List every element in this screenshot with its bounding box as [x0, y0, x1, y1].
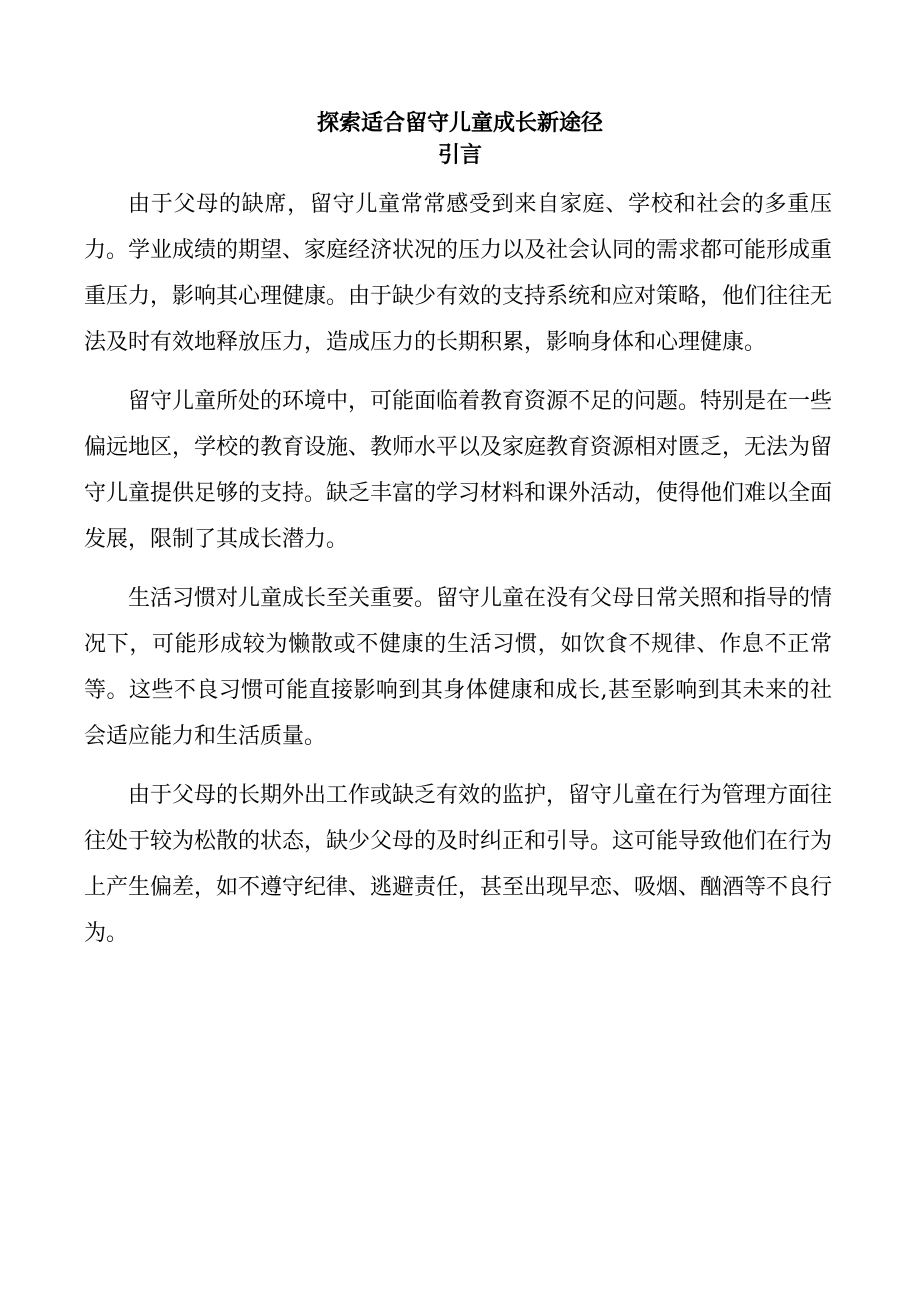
- paragraph-3: 生活习惯对儿童成长至关重要。留守儿童在没有父母日常关照和指导的情况下，可能形成较为懒散或不健康的生活习惯，如饮食不规律、作息不正常等。这些不良习惯可能直接影响到其身体健康和成长,甚至影响到其未来的社会适应能力和生活质量。: [84, 586, 833, 749]
- section-heading: 引言: [437, 142, 482, 168]
- paragraph-4: 由于父母的长期外出工作或缺乏有效的监护，留守儿童在行为管理方面往往处于较为松散的状态，缺少父母的及时纠正和引导。这可能导致他们在行为上产生偏差，如不遵守纪律、逃避责任，甚至出现早恋、吸烟、酗酒等不良行为。: [84, 783, 833, 946]
- document-title: 探索适合留守儿童成长新途径: [316, 110, 603, 136]
- paragraph-2: 留守儿童所处的环境中，可能面临着教育资源不足的问题。特别是在一些偏远地区，学校的教育设施、教师水平以及家庭教育资源相对匮乏，无法为留守儿童提供足够的支持。缺乏丰富的学习材料和课外活动，使得他们难以全面发展，限制了其成长潜力。: [84, 389, 833, 552]
- body-text: [84, 182, 832, 970]
- paragraph-1: 由于父母的缺席，留守儿童常常感受到来自家庭、学校和社会的多重压力。学业成绩的期望、家庭经济状况的压力以及社会认同的需求都可能形成重重压力，影响其心理健康。由于缺少有效的支持系统和应对策略，他们往往无法及时有效地释放压力，造成压力的长期积累，影响身体和心理健康。: [84, 192, 833, 355]
